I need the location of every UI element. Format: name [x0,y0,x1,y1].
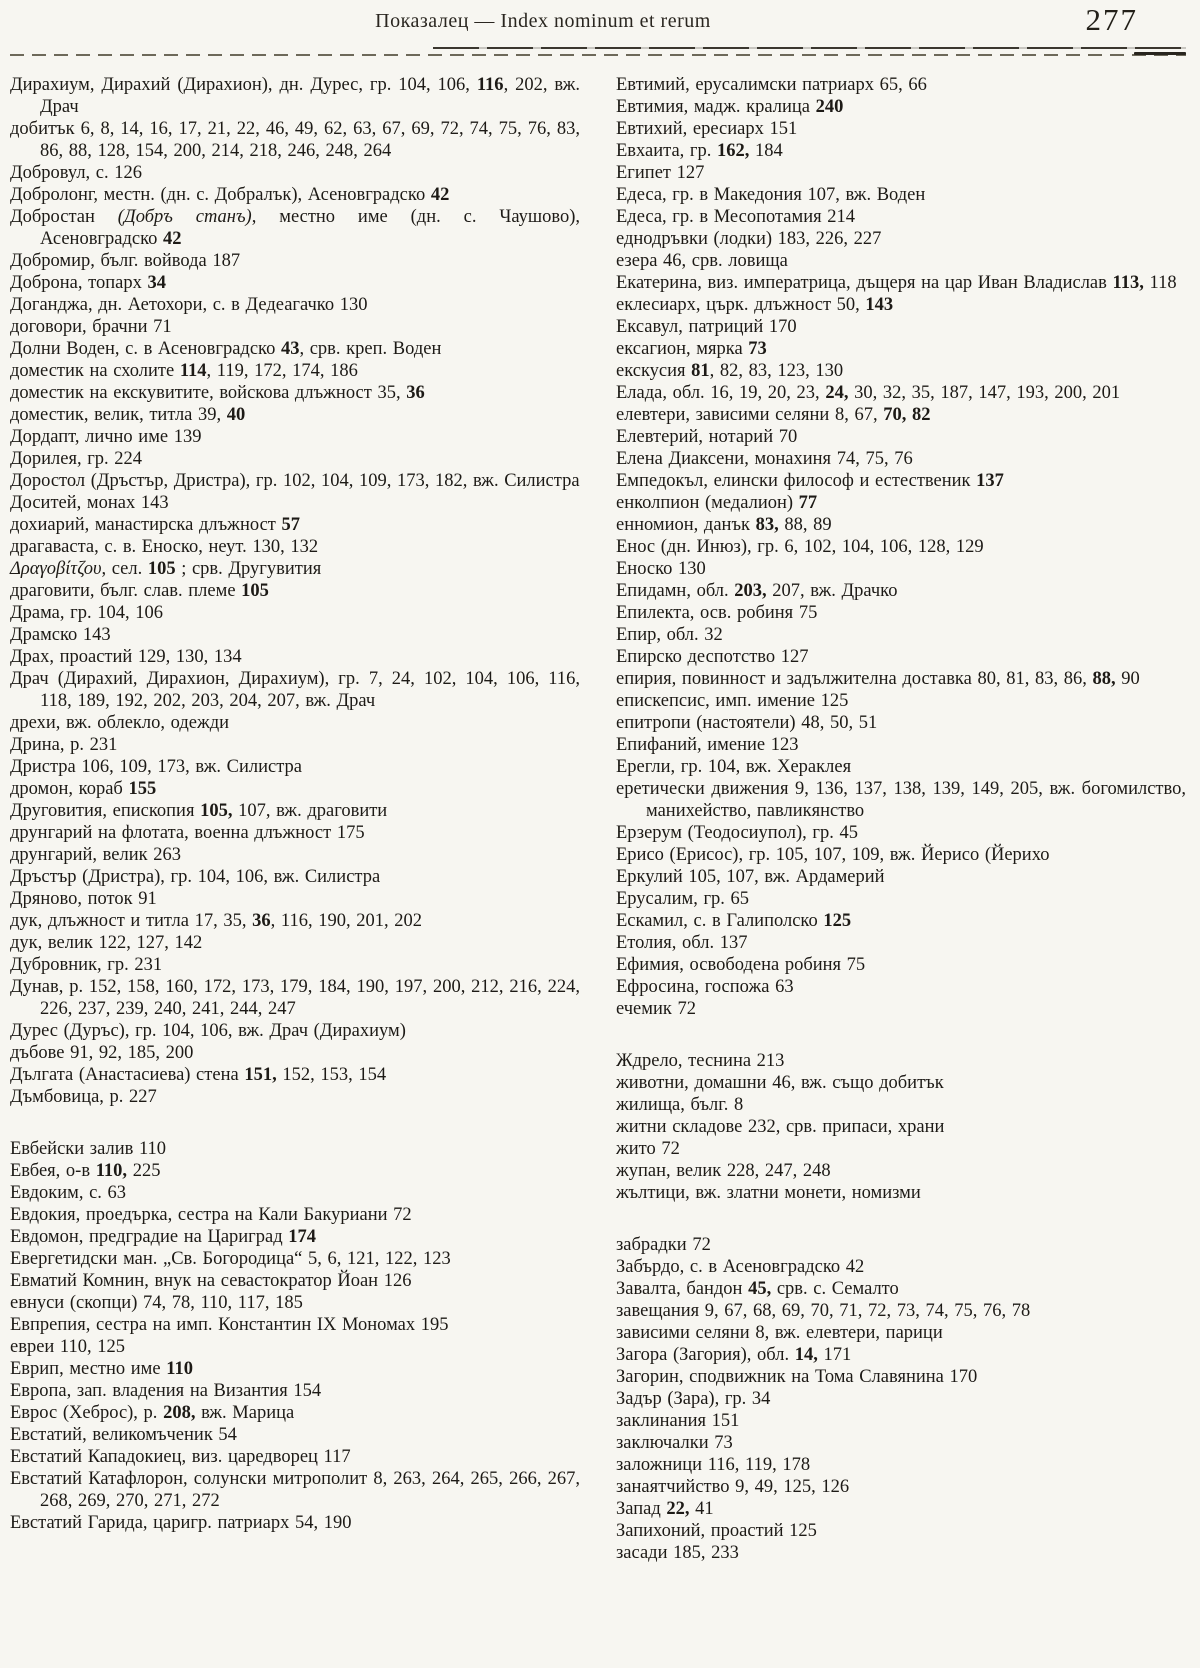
index-entry: дук, велик 122, 127, 142 [10,933,203,953]
index-entry: Епилекта, осв. робиня 75 [616,603,818,623]
index-entry: Епир, обл. 32 [616,625,723,645]
index-entry: засади 185, 233 [616,1543,739,1563]
bold-page-ref: 113, [1112,273,1144,293]
bold-page-ref: 110, [95,1161,128,1181]
index-entry: Ерзерум (Теодосиупол), гр. 45 [616,823,858,843]
index-entry: Евдокия, проедърка, сестра на Кали Бакуриани 72 [10,1205,412,1225]
index-entry: Доганджа, дн. Аетохори, с. в Дедеагачко 130 [10,295,368,315]
index-entry: ечемик 72 [616,999,696,1019]
index-entry: Дъмбовица, р. 227 [10,1087,157,1107]
header-rule-right-tail [1134,52,1186,55]
index-entry: Добромир, бълг. войвода 187 [10,251,241,271]
index-entry: епитропи (настоятели) 48, 50, 51 [616,713,878,733]
bold-page-ref: 155 [128,779,157,799]
index-entry: Евтихий, ересиарх 151 [616,119,798,139]
index-entry: Еврип, местно име 110 [10,1359,193,1379]
index-entry: Евдомон, предградие на Цариград 174 [10,1227,317,1247]
index-entry: Евтимий, ерусалимски патриарх 65, 66 [616,75,927,95]
index-entry: Драма, гр. 104, 106 [10,603,163,623]
index-entry: дохиарий, манастирска длъжност 57 [10,515,300,535]
bold-page-ref: 40 [226,405,246,425]
bold-page-ref: 174 [288,1227,317,1247]
index-entry: Драч (Дирахий, Дирахион, Дирахиум), гр. 7, 24, 102, 104, 106, 116, 118, 189, 192, 202, 203, 204, 207, вж. Драч [10,669,580,711]
index-entry: Евстатий Гарида, царигр. патриарх 54, 190 [10,1513,352,1533]
index-entry: еретически движения 9, 136, 137, 138, 139, 149, 205, вж. богомилство, манихейство, павликянство [616,779,1186,821]
index-entry: Евергетидски ман. „Св. Богородица“ 5, 6, 121, 122, 123 [10,1249,451,1269]
index-entry: Ерисо (Ерисос), гр. 105, 107, 109, вж. Йерисо (Йерихо [616,845,1050,865]
index-entry: Ждрело, теснина 213 [616,1051,785,1071]
index-entry: добитък 6, 8, 14, 16, 17, 21, 22, 46, 49, 62, 63, 67, 69, 72, 74, 75, 76, 83, 86, 88, 128, 154, 200, 214, 218, 246, 248, 264 [10,119,580,161]
index-entry: дрехи, вж. облекло, одежди [10,713,230,733]
bold-page-ref: 116 [476,75,504,95]
index-entry: друнгарий, велик 263 [10,845,182,865]
index-entry: Европа, зап. владения на Византия 154 [10,1381,322,1401]
index-entry: драгаваста, с. в. Еноско, неут. 130, 132 [10,537,319,557]
index-entry: драговити, бълг. слав. племе 105 [10,581,269,601]
bold-page-ref: 36 [252,911,271,931]
index-entry: Драх, проастий 129, 130, 134 [10,647,242,667]
bold-page-ref: 137 [976,471,1004,491]
bold-page-ref: 240 [815,97,844,117]
index-entry: Енос (дн. Инюз), гр. 6, 102, 104, 106, 128, 129 [616,537,984,557]
bold-page-ref: 77 [798,493,818,513]
index-entry: Евхаита, гр. 162, 184 [616,141,783,161]
index-entry: Дрина, р. 231 [10,735,118,755]
index-entry: евнуси (скопци) 74, 78, 110, 117, 185 [10,1293,303,1313]
index-entry: Доростол (Дръстър, Дристра), гр. 102, 104, 109, 173, 182, вж. Силистра [10,471,580,491]
index-entry: дук, длъжност и титла 17, 35, 36, 116, 190, 201, 202 [10,911,422,931]
index-entry: Дурес (Дуръс), гр. 104, 106, вж. Драч (Дирахиум) [10,1021,406,1041]
index-entry: Емпедокъл, елински философ и естественик 137 [616,471,1004,491]
index-entry: Друговития, епископия 105, 107, вж. драговити [10,801,388,821]
index-entry: евреи 110, 125 [10,1337,125,1357]
index-entry: Загорин, сподвижник на Тома Славянина 170 [616,1367,978,1387]
index-entry: Доброна, топарх 34 [10,273,166,293]
index-entry: Δραγοβίτζου, сел. 105 ; срв. Другувития [10,559,322,579]
index-entry: Евматий Комнин, внук на севастократор Йоан 126 [10,1271,412,1291]
index-entry: Елада, обл. 16, 19, 20, 23, 24, 30, 32, 35, 187, 147, 193, 200, 201 [616,383,1121,403]
index-entry: Дунав, р. 152, 158, 160, 172, 173, 179, 184, 190, 197, 200, 212, 216, 224, 226, 237, 239, 240, 241, 244, 247 [10,977,580,1019]
index-entry: Еврос (Хеброс), р. 208, вж. Марица [10,1403,295,1423]
index-entry: Евтимия, мадж. кралица 240 [616,97,844,117]
header-rule [10,44,1186,60]
index-entry: договори, брачни 71 [10,317,172,337]
index-entry: завещания 9, 67, 68, 69, 70, 71, 72, 73, 74, 75, 76, 78 [616,1301,1031,1321]
index-entry: Дубровник, гр. 231 [10,955,163,975]
index-entry: Дългата (Анастасиева) стена 151, 152, 153, 154 [10,1065,387,1085]
index-entry: зависими селяни 8, вж. елевтери, парици [616,1323,943,1343]
index-entry: занаятчийство 9, 49, 125, 126 [616,1477,850,1497]
index-entry: Ексавул, патриций 170 [616,317,797,337]
bold-page-ref: 110 [166,1359,193,1379]
index-entry: Ерегли, гр. 104, вж. Хераклея [616,757,852,777]
index-columns [10,74,1186,1564]
header-rule-upper-line [433,47,1186,49]
index-entry: Дорилея, гр. 224 [10,449,143,469]
index-entry: Евдоким, с. 63 [10,1183,127,1203]
index-entry: Добролонг, местн. (дн. с. Добралък), Асеновградско 42 [10,185,450,205]
index-entry: житни складове 232, срв. припаси, храни [616,1117,945,1137]
index-entry: Едеса, гр. в Македония 107, вж. Воден [616,185,926,205]
page-number: 277 [1085,2,1138,37]
index-entry: Едеса, гр. в Месопотамия 214 [616,207,855,227]
index-entry: заложници 116, 119, 178 [616,1455,811,1475]
index-entry: ексагион, мярка 73 [616,339,767,359]
index-entry: епискепсис, имп. имение 125 [616,691,849,711]
index-entry: Епидамн, обл. 203, 207, вж. Драчко [616,581,898,601]
index-entry: Екатерина, виз. императрица, дъщеря на цар Иван Владислав 113, 118 [616,273,1177,293]
bold-page-ref: 73 [748,339,767,359]
index-entry: Елевтерий, нотарий 70 [616,427,798,447]
index-entry: Евбея, о-в 110, 225 [10,1161,161,1181]
index-entry: Дръстър (Дристра), гр. 104, 106, вж. Силистра [10,867,381,887]
index-entry: Евпрепия, сестра на имп. Константин IX Мономах 195 [10,1315,449,1335]
bold-page-ref: 143 [865,295,894,315]
bold-page-ref: 42 [430,185,450,205]
bold-page-ref: 43 [280,339,300,359]
special-typeface-term: Δραγοβίτζου [10,559,102,579]
index-entry: Забърдо, с. в Асеновградско 42 [616,1257,865,1277]
page-header [10,4,1186,44]
bold-page-ref: 34 [147,273,166,293]
index-entry: животни, домашни 46, вж. също добитък [616,1073,944,1093]
index-column-left [10,74,580,1564]
bold-page-ref: 83, [755,515,779,535]
index-column-right [616,74,1186,1564]
bold-page-ref: 22, [666,1499,690,1519]
index-entry: епирия, повинност и задължителна доставка 80, 81, 83, 86, 88, 90 [616,669,1140,689]
index-entry: Ефимия, освободена робиня 75 [616,955,866,975]
index-entry: еклесиарх, църк. длъжност 50, 143 [616,295,894,315]
index-entry: Ескамил, с. в Галиполско 125 [616,911,852,931]
index-entry: Долни Воден, с. в Асеновградско 43, срв. креп. Воден [10,339,442,359]
bold-page-ref: 24, [825,383,849,403]
header-rule-lower-line [10,54,1186,56]
bold-page-ref: 203, [734,581,767,601]
bold-page-ref: 114 [179,361,207,381]
index-entry: жупан, велик 228, 247, 248 [616,1161,831,1181]
index-entry: енномион, данък 83, 88, 89 [616,515,832,535]
index-entry: Загора (Загория), обл. 14, 171 [616,1345,852,1365]
index-entry: Запихоний, проастий 125 [616,1521,817,1541]
bold-page-ref: 70, 82 [883,405,931,425]
index-entry: заключалки 73 [616,1433,733,1453]
index-entry: Задър (Зара), гр. 34 [616,1389,771,1409]
bold-page-ref: 105, [200,801,233,821]
index-entry: Евстатий, великомъченик 54 [10,1425,237,1445]
bold-page-ref: 45, [748,1279,772,1299]
index-entry: Драмско 143 [10,625,111,645]
index-entry: Доситей, монах 143 [10,493,169,513]
index-entry: Запад 22, 41 [616,1499,714,1519]
bold-page-ref: 88, [1092,669,1116,689]
index-entry: Евбейски залив 110 [10,1139,167,1159]
index-entry: Епирско деспотство 127 [616,647,809,667]
index-entry: Евстатий Кападокиец, виз. царедворец 117 [10,1447,351,1467]
running-title: Показалец — Index nominum et rerum [375,10,711,32]
bold-page-ref: 57 [281,515,300,535]
index-entry: доместик, велик, титла 39, 40 [10,405,246,425]
index-entry: Ерусалим, гр. 65 [616,889,750,909]
index-entry: езера 46, срв. ловища [616,251,788,271]
index-entry: Елена Диаксени, монахиня 74, 75, 76 [616,449,913,469]
bold-page-ref: 208, [163,1403,196,1423]
bold-page-ref: 14, [794,1345,818,1365]
index-entry: Египет 127 [616,163,705,183]
index-entry: Епифаний, имение 123 [616,735,799,755]
index-entry: Дирахиум, Дирахий (Дирахион), дн. Дурес, гр. 104, 106, 116, 202, вж. Драч [10,75,580,117]
index-entry: Еноско 130 [616,559,706,579]
bold-page-ref: 105 [241,581,269,601]
index-entry: жилища, бълг. 8 [616,1095,744,1115]
bold-page-ref: 162, [717,141,750,161]
index-entry: екскусия 81, 82, 83, 123, 130 [616,361,844,381]
index-entry: Добростан (Добръ станъ), местно име (дн. с. Чаушово), Асеновградско 42 [10,207,580,249]
index-entry: заклинания 151 [616,1411,740,1431]
bold-page-ref: 125 [823,911,852,931]
index-entry: доместик на схолите 114, 119, 172, 174, 186 [10,361,358,381]
bold-page-ref: 151, [244,1065,277,1085]
index-entry: Дордапт, лично име 139 [10,427,202,447]
index-entry: Завалта, бандон 45, срв. с. Семалто [616,1279,899,1299]
index-entry: жито 72 [616,1139,680,1159]
index-entry: жълтици, вж. златни монети, номизми [616,1183,921,1203]
special-typeface-term: (Добръ станъ) [117,207,252,227]
index-entry: еднодръвки (лодки) 183, 226, 227 [616,229,882,249]
bold-page-ref: 105 [147,559,176,579]
index-entry: Етолия, обл. 137 [616,933,748,953]
index-entry: Евстатий Катафлорон, солунски митрополит 8, 263, 264, 265, 266, 267, 268, 269, 270, 271, 272 [10,1469,580,1511]
index-entry: друнгарий на флотата, военна длъжност 175 [10,823,365,843]
bold-page-ref: 36 [406,383,425,403]
index-entry: Ефросина, госпожа 63 [616,977,794,997]
bold-page-ref: 42 [163,229,182,249]
index-entry: енколпион (медалион) 77 [616,493,818,513]
index-entry: забрадки 72 [616,1235,711,1255]
index-entry: доместик на екскувитите, войскова длъжност 35, 36 [10,383,425,403]
index-entry: Еркулий 105, 107, вж. Ардамерий [616,867,885,887]
index-entry: дъбове 91, 92, 185, 200 [10,1043,194,1063]
bold-page-ref: 81 [691,361,710,381]
index-entry: Добровул, с. 126 [10,163,143,183]
index-entry: Дряново, поток 91 [10,889,157,909]
index-entry: Дристра 106, 109, 173, вж. Силистра [10,757,302,777]
index-entry: елевтери, зависими селяни 8, 67, 70, 82 [616,405,931,425]
index-entry: дромон, кораб 155 [10,779,157,799]
